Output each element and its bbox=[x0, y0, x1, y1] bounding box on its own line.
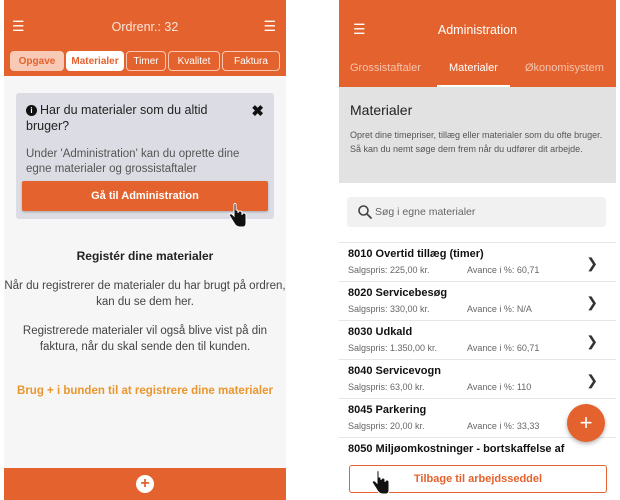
materials-banner bbox=[339, 87, 616, 183]
search-input[interactable] bbox=[347, 197, 606, 227]
info-heading: Har du materialer som du altid bruger? bbox=[26, 103, 208, 133]
step-timer[interactable]: Timer bbox=[126, 51, 166, 71]
item-avance: Avance i %: 110 bbox=[467, 382, 532, 392]
go-to-administration-button[interactable]: Gå til Administration bbox=[22, 181, 268, 211]
step-navigation bbox=[4, 46, 286, 76]
register-hint: Brug + i bunden til at registrere dine materialer bbox=[17, 385, 273, 397]
tab-grossistaftaler[interactable]: Grossistaftaler bbox=[350, 62, 421, 74]
hand-cursor-icon bbox=[369, 470, 391, 496]
item-name: 8045 Parkering bbox=[348, 404, 427, 416]
item-name: 8040 Servicevogn bbox=[348, 365, 441, 377]
page-title: Administration bbox=[437, 23, 518, 37]
materials-list bbox=[339, 242, 616, 476]
step-opgave[interactable]: Opgave bbox=[10, 51, 64, 71]
administration-screen bbox=[339, 0, 616, 500]
register-text-1: Når du registrerer de materialer du har brugt på ordren, kan du se dem her. bbox=[4, 280, 286, 308]
register-text-2: Registrerede materialer vil også blive vist på din faktura, når du skal sende den til kunden. bbox=[22, 325, 268, 353]
search-placeholder: Søg i egne materialer bbox=[375, 206, 476, 218]
step-materialer[interactable]: Materialer bbox=[66, 51, 124, 71]
list-item[interactable] bbox=[339, 281, 616, 320]
list-item[interactable] bbox=[339, 320, 616, 359]
item-name: 8050 Miljøomkostninger - bortskaffelse af bbox=[348, 443, 565, 455]
hand-cursor-icon bbox=[226, 203, 248, 229]
status-bar bbox=[339, 0, 616, 9]
item-name: 8020 Servicebesøg bbox=[348, 287, 448, 299]
section-title: Materialer bbox=[350, 102, 413, 118]
item-price: Salgspris: 63,00 kr. bbox=[348, 382, 425, 392]
app-header bbox=[339, 9, 616, 49]
page-title: Ordrenr.: 32 bbox=[111, 20, 179, 34]
chevron-right-icon: ❯ bbox=[586, 333, 598, 349]
register-title: Registér dine materialer bbox=[76, 249, 214, 263]
chevron-right-icon: ❯ bbox=[586, 255, 598, 271]
item-avance: Avance i %: N/A bbox=[467, 304, 532, 314]
back-to-worksheet-button[interactable]: Tilbage til arbejdsseddel bbox=[349, 465, 607, 493]
item-price: Salgspris: 1.350,00 kr. bbox=[348, 343, 438, 353]
close-icon[interactable]: ✖ bbox=[251, 103, 264, 120]
hamburger-icon[interactable]: ☰ bbox=[12, 18, 25, 34]
chevron-right-icon: ❯ bbox=[586, 372, 598, 388]
search-icon bbox=[357, 204, 373, 220]
item-name: 8030 Udkald bbox=[348, 326, 413, 338]
info-description: Under 'Administration' kan du oprette dine egne materialer og grossistaftaler bbox=[26, 148, 240, 175]
section-description: Opret dine timepriser, tillæg eller materialer som du ofte bruger. Så kan du nemt søge dem frem når du udfører dit arbejde. bbox=[350, 130, 603, 154]
bottom-bar bbox=[4, 468, 286, 500]
list-item[interactable] bbox=[339, 242, 616, 281]
step-faktura[interactable]: Faktura bbox=[222, 51, 280, 71]
step-kvalitet[interactable]: Kvalitet bbox=[168, 51, 220, 71]
item-avance: Avance i %: 60,71 bbox=[467, 265, 540, 275]
menu-icon[interactable]: ☰ bbox=[263, 18, 276, 34]
tab-okonomisystem[interactable]: Økonomisystem bbox=[525, 62, 604, 74]
item-avance: Avance i %: 33,33 bbox=[467, 421, 540, 431]
hamburger-icon[interactable]: ☰ bbox=[353, 21, 366, 37]
status-bar bbox=[4, 0, 286, 9]
add-material-button[interactable]: + bbox=[567, 404, 605, 442]
item-price: Salgspris: 225,00 kr. bbox=[348, 265, 430, 275]
tab-bar bbox=[339, 49, 616, 87]
item-price: Salgspris: 330,00 kr. bbox=[348, 304, 430, 314]
info-box bbox=[16, 93, 274, 219]
item-avance: Avance i %: 60,71 bbox=[467, 343, 540, 353]
tab-materialer[interactable]: Materialer bbox=[437, 49, 510, 87]
list-item[interactable] bbox=[339, 359, 616, 398]
chevron-right-icon: ❯ bbox=[586, 294, 598, 310]
item-price: Salgspris: 20,00 kr. bbox=[348, 421, 425, 431]
info-icon: i bbox=[26, 105, 37, 116]
app-header bbox=[4, 9, 286, 46]
add-icon[interactable]: + bbox=[136, 475, 154, 493]
order-materials-screen bbox=[4, 0, 286, 500]
item-name: 8010 Overtid tillæg (timer) bbox=[348, 248, 484, 260]
